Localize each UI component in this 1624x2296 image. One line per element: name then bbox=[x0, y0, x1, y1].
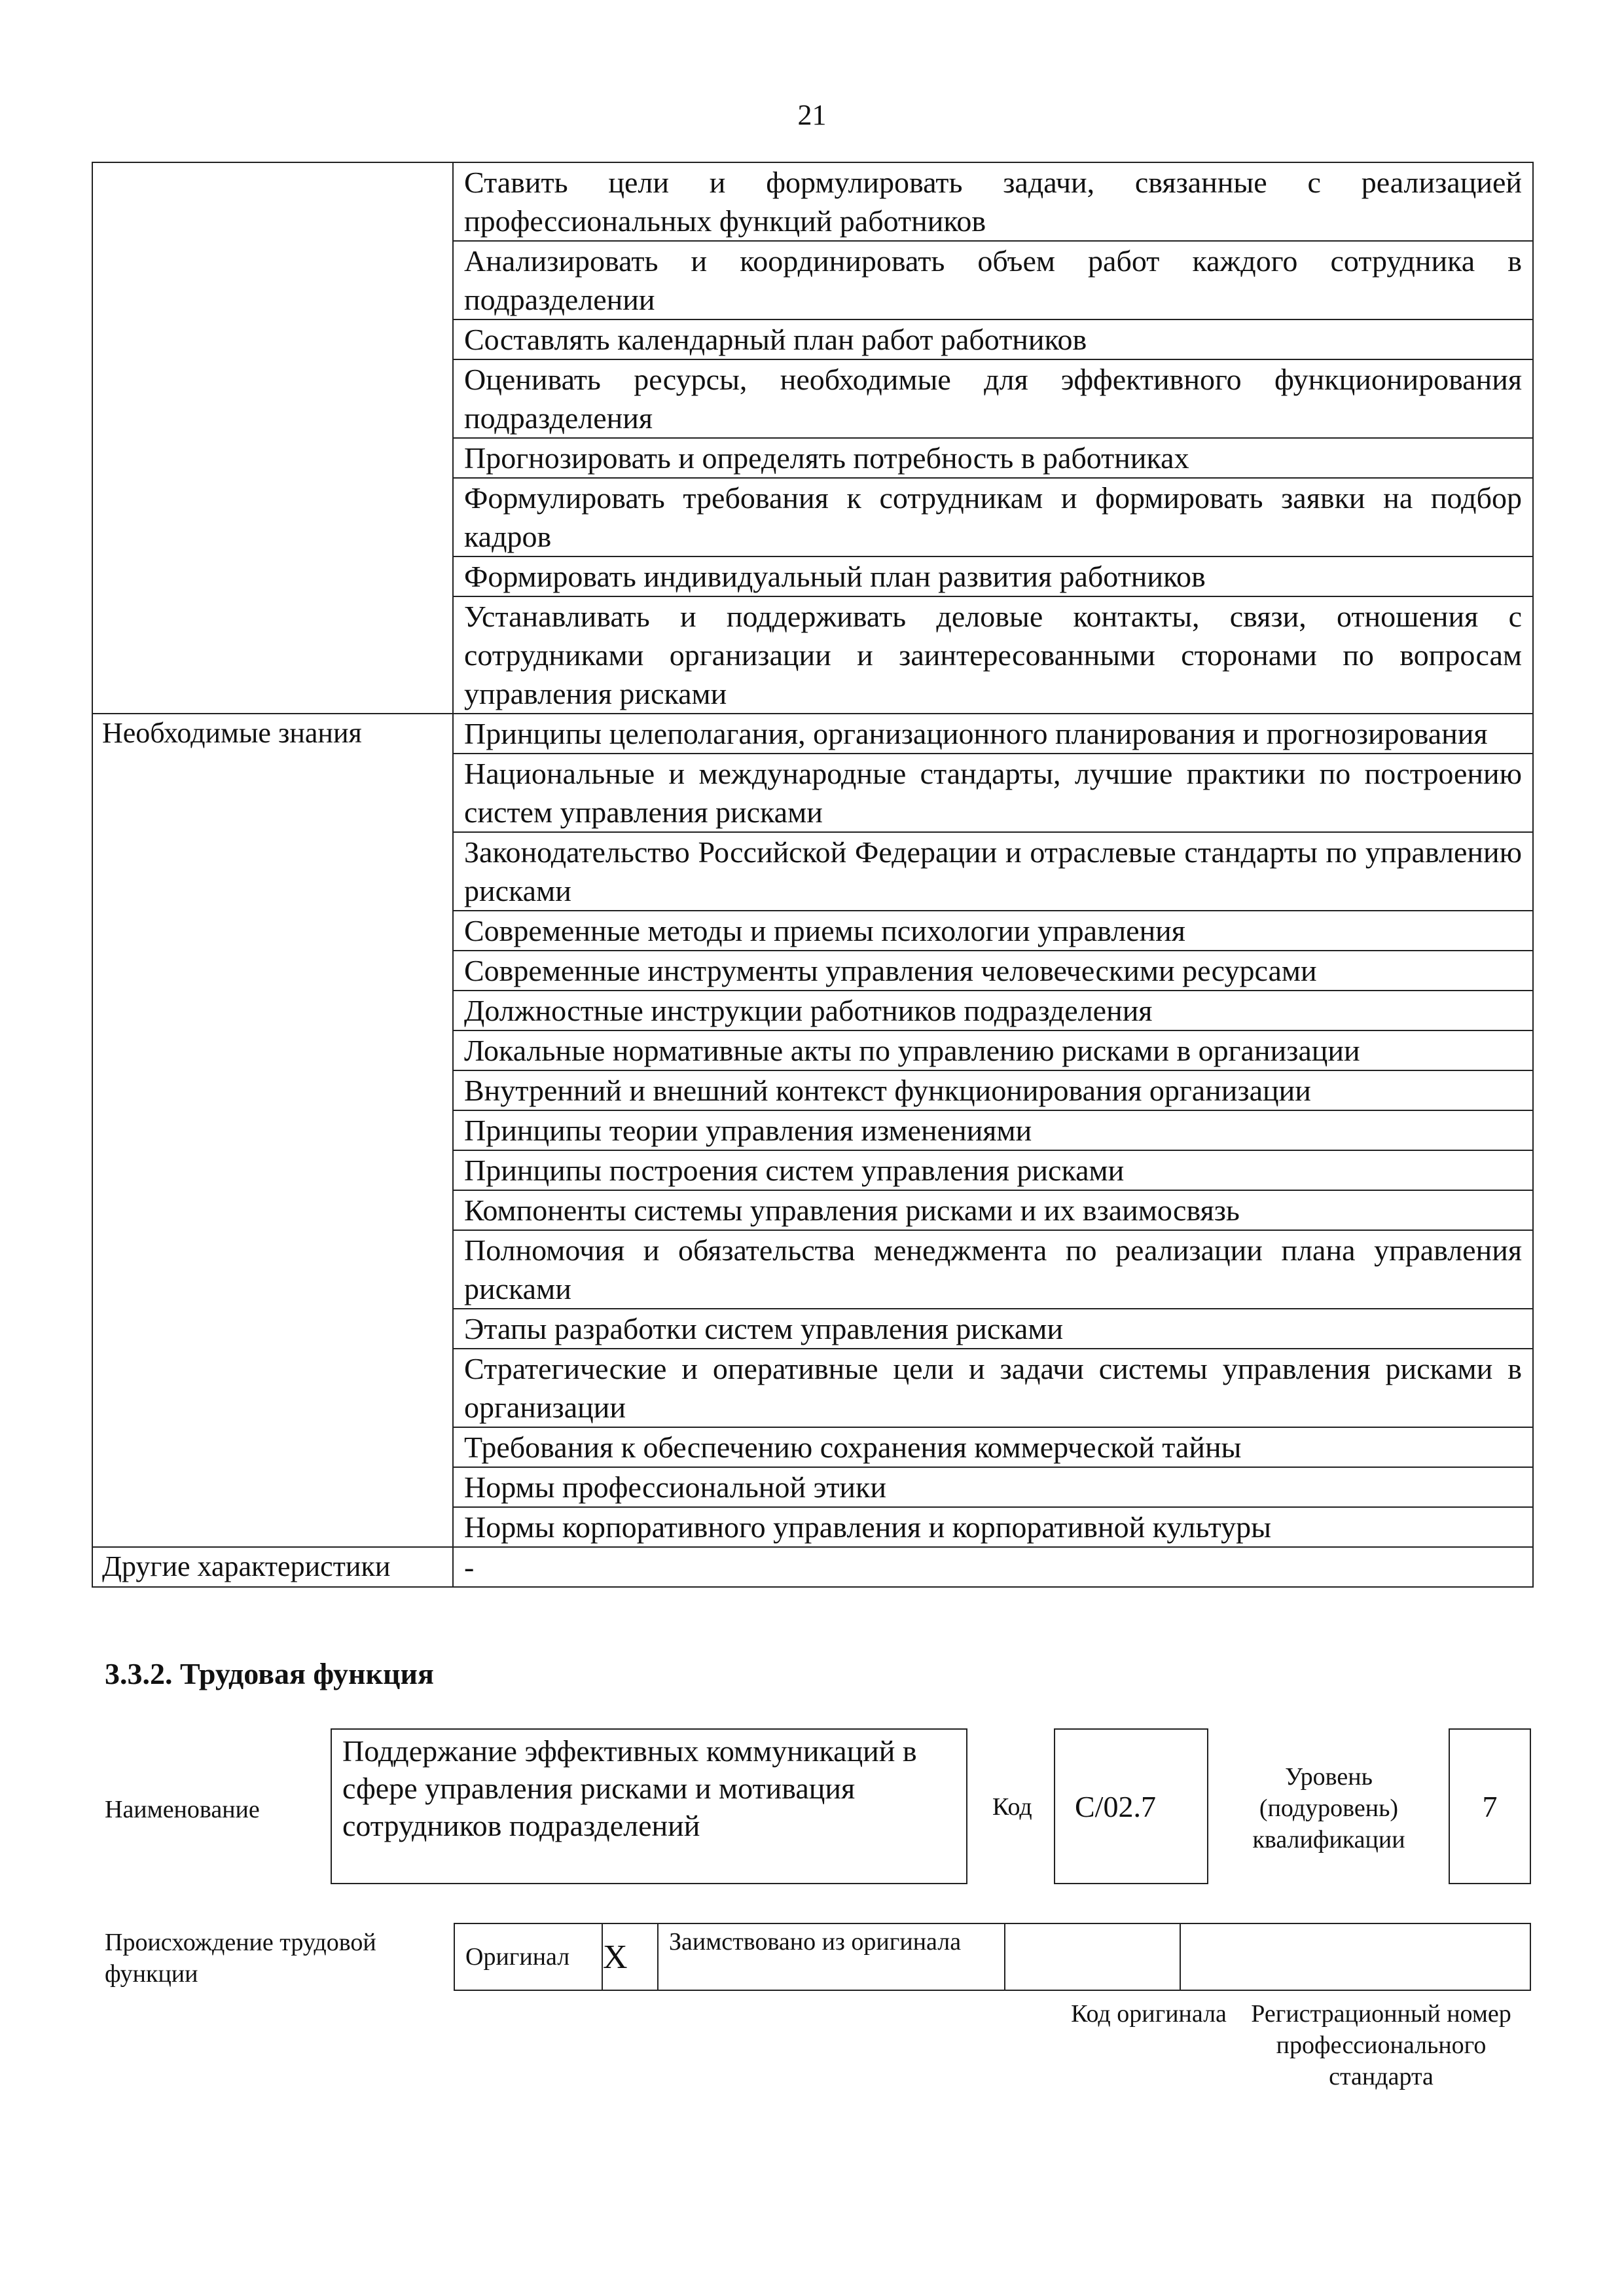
registration-number-cell bbox=[1180, 1923, 1530, 1990]
table-cell-item: Законодательство Российской Федерации и отраслевые стандарты по управлению рисками bbox=[453, 832, 1533, 911]
table-row bbox=[92, 162, 1533, 241]
table-cell-item: Нормы корпоративного управления и корпоративной культуры bbox=[453, 1507, 1533, 1547]
table-cell-item: Локальные нормативные акты по управлению рисками в организации bbox=[453, 1030, 1533, 1070]
table-cell-item: Нормы профессиональной этики bbox=[453, 1467, 1533, 1507]
table-cell-item: Требования к обеспечению сохранения коммерческой тайны bbox=[453, 1427, 1533, 1467]
original-mark: X bbox=[603, 1938, 628, 1976]
table-cell-item: Этапы разработки систем управления рисками bbox=[453, 1309, 1533, 1349]
table-cell-item: Оценивать ресурсы, необходимые для эффективного функционирования подразделения bbox=[453, 359, 1533, 438]
table-cell-item: Ставить цели и формулировать задачи, связанные с реализацией профессиональных функций работников bbox=[453, 162, 1533, 241]
table-cell-item: Внутренний и внешний контекст функционирования организации bbox=[453, 1070, 1533, 1110]
table-cell-item: Принципы целеполагания, организационного планирования и прогнозирования bbox=[453, 714, 1533, 754]
origin-table bbox=[454, 1923, 1531, 1991]
code-label: Код bbox=[992, 1793, 1032, 1821]
qualification-level-label: Уровень (подуровень) квалификации bbox=[1252, 1763, 1405, 1853]
table-cell-item: Составлять календарный план работ работников bbox=[453, 319, 1533, 359]
table-cell-item: Принципы построения систем управления рисками bbox=[453, 1150, 1533, 1190]
table-cell-item: Компоненты системы управления рисками и их взаимосвязь bbox=[453, 1190, 1533, 1230]
function-name-field: Поддержание эффективных коммуникаций в сфере управления рисками и мотивация сотрудников подразделений bbox=[331, 1728, 967, 1884]
name-label: Наименование bbox=[105, 1796, 260, 1823]
table-cell-item: Должностные инструкции работников подразделения bbox=[453, 991, 1533, 1030]
table-row bbox=[92, 1547, 1533, 1587]
table-cell-item: Анализировать и координировать объем работ каждого сотрудника в подразделении bbox=[453, 241, 1533, 319]
table-row bbox=[92, 714, 1533, 754]
row-group-label: Необходимые знания bbox=[92, 714, 453, 1547]
original-label-cell bbox=[454, 1923, 602, 1990]
page-number: 21 bbox=[797, 99, 827, 131]
qualification-level-field: 7 bbox=[1449, 1728, 1531, 1884]
original-code-cell bbox=[1005, 1923, 1180, 1990]
section-heading: 3.3.2. Трудовая функция bbox=[105, 1657, 434, 1690]
table-cell-item: Устанавливать и поддерживать деловые контакты, связи, отношения с сотрудниками организации и заинтересованными сторонами по вопросам управления рисками bbox=[453, 596, 1533, 714]
origin-label: Происхождение трудовой функции bbox=[105, 1929, 376, 1988]
table-cell-item: Современные методы и приемы психологии управления bbox=[453, 911, 1533, 951]
table-cell-item: Принципы теории управления изменениями bbox=[453, 1110, 1533, 1150]
table-cell-item: - bbox=[453, 1547, 1533, 1587]
table-cell-item: Формулировать требования к сотрудникам и формировать заявки на подбор кадров bbox=[453, 478, 1533, 556]
borrowed-label-cell bbox=[658, 1923, 1005, 1990]
code-field: С/02.7 bbox=[1054, 1728, 1208, 1884]
row-group-label bbox=[92, 162, 453, 714]
table-cell-item: Формировать индивидуальный план развития работников bbox=[453, 556, 1533, 596]
skills-knowledge-table bbox=[92, 162, 1534, 1588]
original-label: Оригинал bbox=[465, 1943, 570, 1971]
table-cell-item: Современные инструменты управления человеческими ресурсами bbox=[453, 951, 1533, 991]
table-cell-item: Полномочия и обязательства менеджмента по реализации плана управления рисками bbox=[453, 1230, 1533, 1309]
row-group-label: Другие характеристики bbox=[92, 1547, 453, 1587]
table-cell-item: Прогнозировать и определять потребность в работниках bbox=[453, 438, 1533, 478]
borrowed-label: Заимствовано из оригинала bbox=[669, 1928, 962, 1956]
original-mark-cell bbox=[602, 1923, 658, 1990]
table-cell-item: Национальные и международные стандарты, лучшие практики по построению систем управления рисками bbox=[453, 754, 1533, 832]
table-cell-item: Стратегические и оперативные цели и задачи системы управления рисками в организации bbox=[453, 1349, 1533, 1427]
original-code-caption: Код оригинала bbox=[1071, 2000, 1227, 2028]
registration-number-caption: Регистрационный номер профессионального стандарта bbox=[1251, 2000, 1511, 2090]
